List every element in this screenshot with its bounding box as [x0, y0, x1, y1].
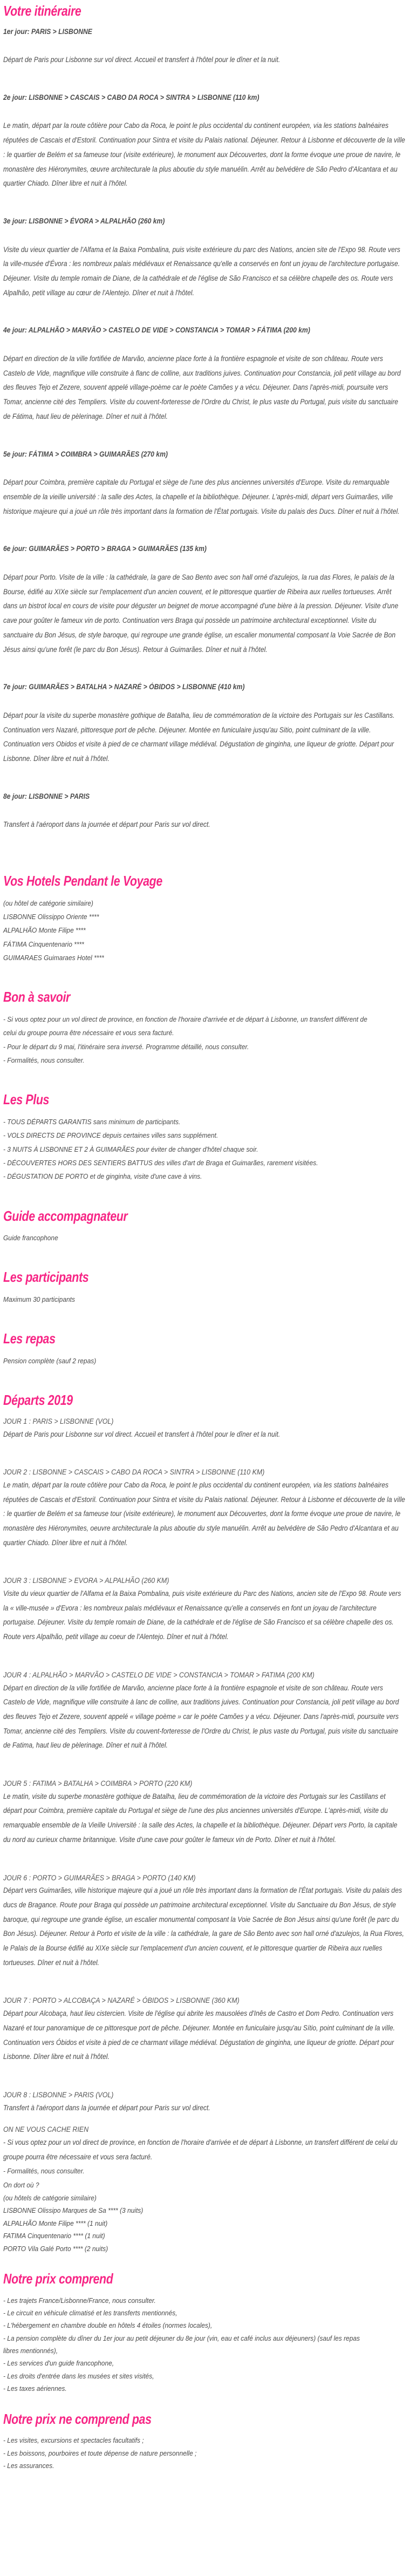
list-item: ALPALHÃO Monte Filipe **** [3, 926, 86, 935]
departs-day-head: JOUR 4 : ALPALHÃO > MARVÃO > CASTELO DE VIDE > CONSTANCIA > TOMAR > FATIMA (200 KM) [3, 1670, 315, 1679]
list-item: - La pension complète du dîner du 1er jour au petit déjeuner du 8e jour (vin, eau et café inclus aux déjeuners) (sauf les repas libres mentionnés), [3, 2334, 360, 2355]
itinerary-day-head: 3e jour: LISBONNE > ÉVORA > ALPALHÃO (260 km) [3, 217, 165, 226]
list-item: ALPALHÃO Monte Filipe **** (1 nuit) [3, 2219, 108, 2227]
itinerary-day-body: Départ pour la visite du superbe monastère gothique de Batalha, lieu de commémoration de la victoire des Portugais sur les Castillans. Continuation vers Nazaré, pittoresque port de pêche. Déjeuner. Montée en funiculaire jusqu'au Sitio, point culminant de la ville. Continuation vers Obidos et visite à pied de ce charmant village médiéval. Dégustation de ginginha, une liqueur de griotte. Départ pour Lisbonne. Dîner libre et nuit à l'hôtel. [3, 711, 395, 763]
departs-day-head: JOUR 6 : PORTO > GUIMARÃES > BRAGA > PORTO (140 KM) [3, 1873, 196, 1882]
list-item: GUIMARAES Guimaraes Hotel **** [3, 953, 104, 962]
departs-day-body: Le matin, départ par la route côtière pour Cabo da Roca, le point le plus occidental du continent européen, via les stations balnéaires réputées de Cascais et d'Estoril. Continuation pour Sintra et visite du Palais national. Déjeuner. Retour à Lisbonne et découverte de la ville : le quartier de Belém et sa fameuse tour (visite extérieure), le monument aux Découvertes, dont la forme évoque une proue de navire, le monastère des Hiéronymites, oeuvre architecturale la plus aboutie du style manuélin. Arrêt au belvédère de São Pedro d'Alcantara et au quartier Chiado. Dîner libre et nuit à l'hôtel. [3, 1480, 405, 1547]
departs-day-head: JOUR 1 : PARIS > LISBONNE (VOL) [3, 1417, 114, 1425]
itinerary-day-body: Visite du vieux quartier de l'Alfama et la Baixa Pombalina, puis visite extérieure du parc des Nations, ancien site de l'Expo 98. Route vers la ville-musée d'Évora : les nombreux palais médiévaux et Renaissance qu'elle a conservés en font un joyau de l'architecture portugaise. Déjeuner. Visite du temple romain de Diane, de la cathédrale et de l'église de São Francisco et sa célèbre chapelle des os. Route vers Alpalhão, petit village au cœur de l'Alentejo. Dîner et nuit à l'hôtel. [3, 245, 400, 297]
list-item: - Les assurances. [3, 2462, 54, 2470]
participants-title: Les participants [3, 1269, 89, 1286]
departs-day-body: Départ vers Guimarães, ville historique majeure qui a joué un rôle très important dans la formation de l'État portugais. Visite du palais des ducs de Bragance. Route pour Braga qui possède un patrimoine architectural exceptionnel. Visite du Sanctuaire du Bon Jésus, de style baroque, qui regroupe une grande église, un escalier monumental composant la Voie Sacrée de Bon Jésus ainsi qu'une forêt (le parc du Bon Jésus). Déjeuner. Retour à Porto et visite de la ville : la cathédrale, la gare de São Bento avec son hall orné d'azulejos, la Rua Flores, le Palais de la Bourse édifié au XIXe siècle sur l'emplacement d'un ancien couvent, et le pittoresque quartier de Ribeira aux ruelles tortueuses. Dîner et nuit à l'hôtel. [3, 1886, 404, 1967]
prix-comprend-title: Notre prix comprend [3, 2270, 113, 2287]
page-title: Votre itinéraire [3, 3, 81, 19]
itinerary-day-head: 1er jour: PARIS > LISBONNE [3, 27, 92, 36]
itinerary-day-head: 6e jour: GUIMARÃES > PORTO > BRAGA > GUIMARÃES (135 km) [3, 545, 207, 553]
list-item: FATIMA Cinquentenario **** (1 nuit) [3, 2232, 105, 2240]
list-item: - Les boissons, pourboires et toute dépense de nature personnelle ; [3, 2449, 197, 2457]
departs-day-body: Départ pour Alcobaça, haut lieu cistercien. Visite de l'église qui abrite les mausolées d'Inês de Castro et Dom Pedro. Continuation vers Nazaré et tour panoramique de ce pittoresque port de pêche. Déjeuner. Montée en funiculaire jusqu'au Sítio, point culminant de la ville. Continuation vers Óbidos et visite à pied de ce charmant village médiéval. Dégustation de ginginha, une liqueur de griotte. Départ pour Lisbonne. Dîner libre et nuit à l'hôtel. [3, 2009, 395, 2061]
section-bon-a-savoir [3, 989, 406, 1067]
departs-day-head: JOUR 7 : PORTO > ALCOBAÇA > NAZARÉ > ÓBIDOS > LISBONNE (360 KM) [3, 1996, 240, 2005]
prix-ne-comprend-pas-list [3, 2434, 406, 2472]
departs-day-body: Transfert à l'aéroport dans la journée et départ pour Paris sur vol direct. [3, 2103, 210, 2112]
itinerary-day-head: 8e jour: LISBONNE > PARIS [3, 792, 90, 800]
departs-day-head: JOUR 5 : FATIMA > BATALHA > COIMBRA > PORTO (220 KM) [3, 1779, 193, 1788]
section-guide [3, 1208, 406, 1245]
prix-ne-comprend-pas-title: Notre prix ne comprend pas [3, 2410, 152, 2427]
list-item: - Les trajets France/Lisbonne/France, nous consulter. [3, 2296, 156, 2305]
itinerary-day-head: 5e jour: FÁTIMA > COIMBRA > GUIMARÃES (270 km) [3, 450, 168, 458]
repas-text: Pension complète (sauf 2 repas) [3, 1357, 97, 1365]
guide-title: Guide accompagnateur [3, 1207, 128, 1224]
bon-a-savoir-list [3, 1012, 406, 1067]
list-item: - Les visites, excursions et spectacles facultatifs ; [3, 2436, 144, 2445]
participants-text: Maximum 30 participants [3, 1295, 75, 1304]
list-item: (ou hôtels de catégorie similaire) [3, 2193, 97, 2202]
list-item: - Le circuit en véhicule climatisé et les transferts mentionnés, [3, 2308, 178, 2317]
departs-hotels-note: - Si vous optez pour un vol direct de province, en fonction de l'horaire d'arrivée et de départ à Lisbonne, un transfert différent de celui du groupe pourra être nécessaire et vous sera facturé. [3, 2138, 398, 2161]
departs-hotels-heading: ON NE VOUS CACHE RIEN [3, 2125, 89, 2134]
list-item: - Formalités, nous consulter. [3, 1056, 85, 1064]
section-departs-2019 [3, 1392, 406, 2255]
itinerary-day-body: Départ de Paris pour Lisbonne sur vol direct. Accueil et transfert à l'hôtel pour le dîner et la nuit. [3, 56, 281, 64]
itinerary-day-head: 7e jour: GUIMARÃES > BATALHA > NAZARÉ > ÓBIDOS > LISBONNE (410 km) [3, 683, 245, 691]
departs-hotels-dont: On dort où ? [3, 2180, 39, 2189]
list-item: - TOUS DÉPARTS GARANTIS sans minimum de participants. [3, 1117, 181, 1126]
itinerary-day-body: Transfert à l'aéroport dans la journée et départ pour Paris sur vol direct. [3, 820, 210, 829]
itinerary-day-body: Le matin, départ par la route côtière pour Cabo da Roca, le point le plus occidental du continent européen, via les stations balnéaires réputées de Cascais et d'Estoril. Continuation pour Sintra et visite du Palais national. Déjeuner. Retour à Lisbonne et découverte de la ville : le quartier de Belém et sa fameuse tour (visite extérieure), le monument aux Découvertes, dont la forme évoque une proue de navire, le monastère des Hiéronymites, œuvre architecturale la plus aboutie du style manuélin. Arrêt au belvédère de São Pedro d'Alcantara et au quartier Chiado. Dîner libre et nuit à l'hôtel. [3, 121, 405, 188]
prix-comprend-list [3, 2294, 406, 2395]
itinerary-day-body: Départ pour Coimbra, première capitale du Portugal et siège de l'une des plus anciennes universités d'Europe. Visite du remarquable ensemble de la vieille université : la salle des Actes, la chapelle et la bibliothèque. Déjeuner. L'après-midi, départ vers Guimarães, ville historique majeure qui a joué un rôle très important dans la formation de l'État portugais. Visite du palais des Ducs. Dîner et nuit à l'hôtel. [3, 478, 400, 515]
departs-title: Départs 2019 [3, 1392, 73, 1409]
list-item: - DÉGUSTATION DE PORTO et de ginginha, visite d'une cave à vins. [3, 1172, 202, 1181]
departs-day-body: Le matin, visite du superbe monastère gothique de Batalha, lieu de commémoration de la victoire des Portugais sur les Castillans et départ pour Coimbra, première capitale du Portugal et siège de l'une des plus anciennes universités d'Europe. L'après-midi, visite du remarquable ensemble de la Vieille Université : la salle des Actes, la chapelle et la bibliothèque. Déjeuner. Départ vers Porto, la capitale du nord au curieux charme britannique. Visite d'une cave pour goûter le fameux vin de Porto. Dîner et nuit à l'hôtel. [3, 1792, 398, 1844]
section-prix-ne-comprend-pas [3, 2411, 406, 2472]
section-prix-comprend [3, 2271, 406, 2395]
itinerary-day-head: 2e jour: LISBONNE > CASCAIS > CABO DA ROCA > SINTRA > LISBONNE (110 km) [3, 93, 260, 101]
section-participants [3, 1269, 406, 1306]
section-hotels [3, 873, 406, 964]
departs-day-body: Départ en direction de la ville fortifiée de Marvão, ancienne place forte à la frontière espagnole et visite de son château. Route vers Castelo de Vide, magnifique ville construite à lanc de colline, aux traditions juives. Continuation pour Constancia, joli petit village au bord des fleuves Tejo et Zezere, souvent appelé « village poème » car le poète Camões y a vécu. Déjeuner. Dans l'après-midi, poursuite vers Tomar, ancienne cité des Templiers. Visite du couvent-forteresse de l'Ordre du Christ, le plus vaste du Portugal, puis visite du sanctuaire de Fatima, haut lieu de pèlerinage. Dîner et nuit à l'hôtel. [3, 1683, 399, 1750]
list-item: - L'hébergement en chambre double en hôtels 4 étoiles (normes locales), [3, 2321, 213, 2330]
list-item: - Les taxes aériennes. [3, 2384, 67, 2393]
list-item: - Pour le départ du 9 mai, l'itinéraire sera inversé. Programme détaillé, nous consulter. [3, 1042, 249, 1051]
departs-day-head: JOUR 8 : LISBONNE > PARIS (VOL) [3, 2090, 114, 2099]
repas-title: Les repas [3, 1330, 56, 1347]
itinerary-day-body: Départ pour Porto. Visite de la ville : la cathédrale, la gare de Sao Bento avec son hall orné d'azulejos, la rua das Flores, le palais de la Bourse, édifié au XIXe siècle sur l'emplacement d'un ancien couvent, et le pittoresque quartier de Ribeira aux ruelles tortueuses. Arrêt dans un bistrot local en cours de visite pour déguster un beignet de morue accompagné d'une bière à la pression. Déjeuner. Visite d'une cave pour goûter le fameux vin de porto. Continuation vers Braga qui possède un patrimoine architectural exceptionnel. Visite du sanctuaire du Bon Jésus, de style baroque, qui regroupe une grande église, un escalier monumental composant la Voie Sacrée de Bon Jésus ainsi qu'une forêt (le parc du Bon Jésus). Retour à Guimarães. Dîner et nuit à l'hôtel. [3, 573, 399, 654]
list-item: - DÉCOUVERTES HORS DES SENTIERS BATTUS des villes d'art de Braga et Guimarães, rarement visitées. [3, 1158, 318, 1167]
les-plus-list [3, 1115, 406, 1184]
departs-hotels-sub: - Formalités, nous consulter. [3, 2167, 85, 2176]
list-item: LISBONNE Olissipo Marques de Sa **** (3 nuits) [3, 2206, 144, 2215]
itinerary-day-body: Départ en direction de la ville fortifiée de Marvão, ancienne place forte à la frontière espagnole et visite de son château. Route vers Castelo de Vide, magnifique ville construite à flanc de colline, aux traditions juives. Continuation pour Constancia, joli petit village au bord des fleuves Tejo et Zezere, souvent appelé village-poème car le poète Camões y a vécu. Déjeuner. Dans l'après-midi, poursuite vers Tomar, ancienne cité des Templiers. Visite du couvent-forteresse de l'Ordre du Christ, le plus vaste du Portugal, puis visite du sanctuaire de Fátima, haut lieu de pèlerinage. Dîner et nuit à l'hôtel. [3, 355, 401, 420]
departs-day-head: JOUR 2 : LISBONNE > CASCAIS > CABO DA ROCA > SINTRA > LISBONNE (110 KM) [3, 1468, 265, 1477]
list-item: - 3 NUITS À LISBONNE ET 2 À GUIMARÃES pour éviter de changer d'hôtel chaque soir. [3, 1145, 258, 1153]
list-item: LISBONNE Olissippo Oriente **** [3, 912, 99, 921]
les-plus-title: Les Plus [3, 1091, 50, 1108]
itinerary-day-head: 4e jour: ALPALHÃO > MARVÃO > CASTELO DE VIDE > CONSTANCIA > TOMAR > FÁTIMA (200 km) [3, 326, 310, 335]
section-repas [3, 1331, 406, 1368]
list-item: - VOLS DIRECTS DE PROVINCE depuis certaines villes sans supplément. [3, 1131, 219, 1140]
list-item: FÁTIMA Cinquentenario **** [3, 940, 84, 948]
hotels-note: (ou hôtel de catégorie similaire) [3, 899, 93, 907]
list-item: - Les services d'un guide francophone, [3, 2359, 114, 2368]
list-item: - Si vous optez pour un vol direct de province, en fonction de l'horaire d'arrivée et de départ à Lisbonne, un transfert différent de celui du groupe pourra être nécessaire et vous sera facturé. [3, 1015, 367, 1037]
list-item: - Les droits d'entrée dans les musées et sites visités, [3, 2371, 154, 2380]
departs-hotels-list [3, 2192, 406, 2255]
list-item: PORTO Vila Galé Porto **** (2 nuits) [3, 2244, 108, 2253]
hotels-title: Vos Hotels Pendant le Voyage [3, 872, 162, 889]
departs-day-body: Visite du vieux quartier de l'Alfama et la Baixa Pombalina, puis visite extérieure du Parc des Nations, ancien site de l'Expo 98. Route vers la « ville-musée » d'Evora : les nombreux palais médiévaux et Renaissance qu'elle a conservés en font un joyau de l'architecture portugaise. Déjeuner. Visite du temple romain de Diane, de la cathédrale et de l'église de São Francisco et sa célèbre chapelle des os. Route vers Alpalhão, petit village au coeur de l'Alentejo. Dîner et nuit à l'hôtel. [3, 1589, 401, 1641]
section-itineraire [3, 3, 406, 832]
guide-text: Guide francophone [3, 1234, 58, 1242]
bon-a-savoir-title: Bon à savoir [3, 989, 71, 1005]
departs-day-body: Départ de Paris pour Lisbonne sur vol direct. Accueil et transfert à l'hôtel pour le dîner et la nuit. [3, 1430, 281, 1438]
section-les-plus [3, 1092, 406, 1183]
departs-day-head: JOUR 3 : LISBONNE > EVORA > ALPALHÃO (260 KM) [3, 1576, 169, 1585]
hotels-list [3, 910, 406, 964]
